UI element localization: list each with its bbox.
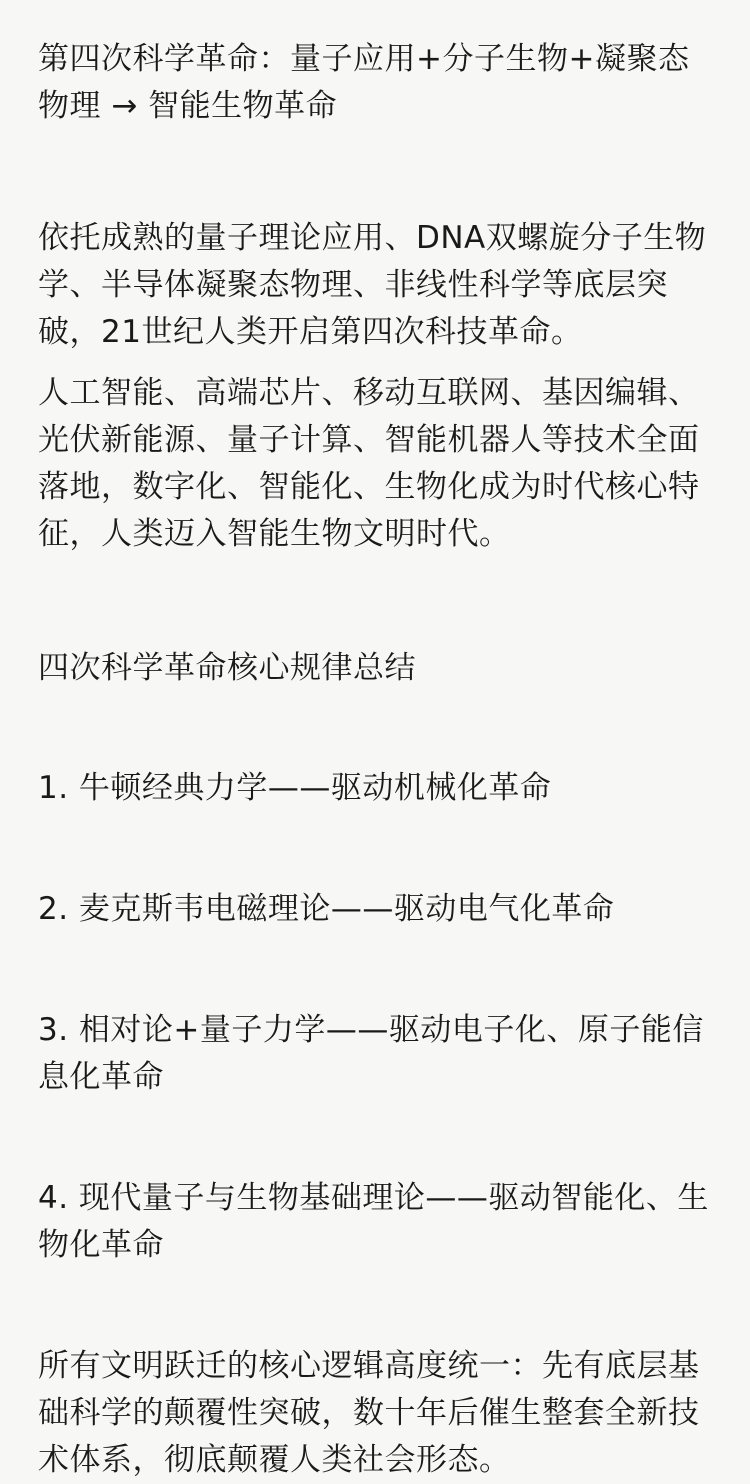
list-item: 4. 现代量子与生物基础理论——驱动智能化、生物化革命 <box>38 1180 709 1263</box>
conclusion-paragraph: 所有文明跃迁的核心逻辑高度统一：先有底层基础科学的颠覆性突破，数十年后催生整套全新技术体系，彻底颠覆人类社会形态。 <box>38 1348 700 1478</box>
list-item: 3. 相对论+量子力学——驱动电子化、原子能信息化革命 <box>38 1012 704 1095</box>
intro-paragraph-2: 人工智能、高端芯片、移动互联网、基因编辑、光伏新能源、量子计算、智能机器人等技术全面落地，数字化、智能化、生物化成为时代核心特征，人类迈入智能生物文明时代。 <box>38 375 700 552</box>
section-title: 第四次科学革命：量子应用+分子生物+凝聚态物理 → 智能生物革命 <box>38 41 690 124</box>
list-item: 2. 麦克斯韦电磁理论——驱动电气化革命 <box>38 891 615 927</box>
summary-heading: 四次科学革命核心规律总结 <box>38 650 416 686</box>
intro-paragraph-1: 依托成熟的量子理论应用、DNA双螺旋分子生物学、半导体凝聚态物理、非线性科学等底层突破，21世纪人类开启第四次科技革命。 <box>38 220 707 350</box>
list-item: 1. 牛顿经典力学——驱动机械化革命 <box>38 770 552 806</box>
